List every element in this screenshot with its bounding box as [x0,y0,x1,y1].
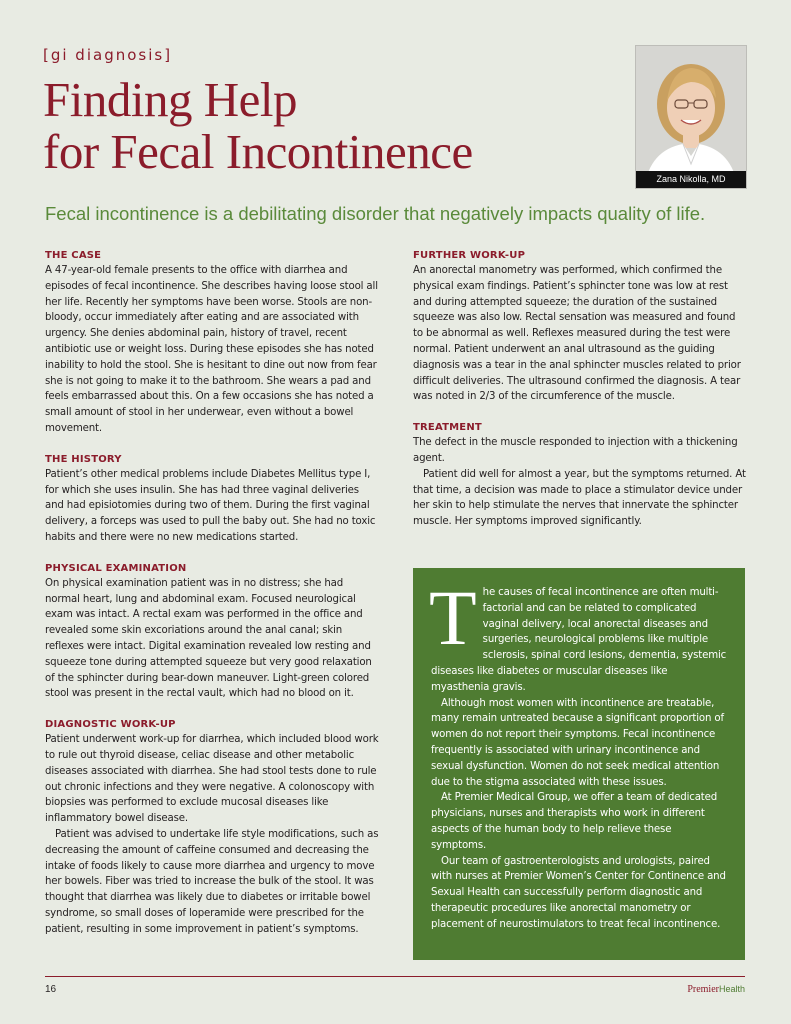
history-text: Patient’s other medical problems include Diabetes Mellitus type I, for which she uses insulin. She has had three vaginal deliveries and had episiotomies during two of them. During the first vaginal delivery, a forceps was used to pull the baby out. She had no toxic habits and there were no new medications started. [45,468,376,543]
brand-logo-part-2: Health [718,984,745,994]
left-column [45,249,380,937]
callout-paragraph-2: Although most women with incontinence are treatable, many remain untreated because a significant proportion of women do not report their symptoms. Fecal incontinence frequently is associated with urinary incontinence and sexual dysfunction. Women do not seek medical attention due to the stigma associated with these issues. [431,697,724,788]
footer-divider [45,976,745,977]
right-column [413,249,748,530]
title-line-1: Finding Help [43,72,297,127]
article-title [43,74,473,178]
section-kicker: [gi diagnosis] [43,46,173,64]
case-heading: THE CASE [45,250,102,261]
page-number: 16 [45,984,57,995]
diagnostic-text-2: Patient was advised to undertake life style modifications, such as decreasing the amount of caffeine consumed and decreasing the intake of foods likely to cause more diarrhea and urgency to move her bowels. Fiber was tried to increase the bulk of the stool. It was thought that diarrhea was likely due to diabetes or irritable bowel syndrome, so small doses of loperamide were prescribed for the patient, resulting in some improvement in patient’s symptoms. [45,828,379,935]
exam-heading: PHYSICAL EXAMINATION [45,562,187,574]
treatment-heading: TREATMENT [413,422,482,434]
further-text: An anorectal manometry was performed, which confirmed the physical exam findings. Patient’s sphincter tone was low at rest and during attempted squeeze; the duration of the sustained squeeze was also low. Rectal sensation was measured and found to be abnormal as well. Reflexes measured during the test were normal. Patient underwent an anal ultrasound as the guiding diagnosis was a tear in the anal sphincter muscles related to prior difficult deliveries. The ultrasound confirmed the diagnosis. A tear was noted in 2/3 of the circumference of the muscle. [413,265,741,403]
treatment-text-1: The defect in the muscle responded to injection with a thickening agent. [413,437,738,464]
title-line-2: for Fecal Incontinence [43,124,473,179]
callout-paragraph-1: he causes of fecal incontinence are often multi-factorial and can be related to complicated vaginal delivery, local anorectal diseases and surgeries, neurological problems like multiple sclerosis, spinal cord lesions, dementia, systemic diseases like diabetes or muscular diseases like myasthenia gravis. [431,587,727,693]
author-caption: Zana Nikolla, MD [636,171,746,188]
author-photo [635,45,747,189]
callout-paragraph-3: At Premier Medical Group, we offer a team of dedicated physicians, nurses and therapists who work in different aspects of the human body to help relieve these symptoms. [431,792,718,851]
history-heading: THE HISTORY [45,453,122,465]
author-portrait-illustration [636,46,746,188]
brand-logo-part-1: Premier [687,984,719,995]
sidebar-callout-box [413,568,745,960]
case-text: A 47-year-old female presents to the office with diarrhea and episodes of fecal incontinence. She describes having loose stool all her life. Recently her symptoms have been worse. Stools are non-bloody, occur immediately after eating and are associated with urgency. She denies abdominal pain, history of travel, recent antibiotic use or weight loss. During these episodes she has noted inability to hold the stool. She is hesitant to dine out now from fear she is not going to make it to the bathroom. She wears a pad and feels embarrassed about this. On a few occasions she has noted a small amount of stool in her underwear, even without a bowel movement. [45,265,378,434]
brand-logo [687,984,745,995]
diagnostic-text-1: Patient underwent work-up for diarrhea, which included blood work to rule out thyroid disease, celiac disease and other metabolic diseases associated with diarrhea. She had stool tests done to rule out chronic infections and they were negative. A colonoscopy with biopsies was performed to exclude mucosal diseases like inflammatory bowel disease. [45,734,379,825]
diagnostic-heading: DIAGNOSTIC WORK-UP [45,719,176,731]
drop-cap: T [429,574,477,661]
exam-text: On physical examination patient was in no distress; she had normal heart, lung and abdominal exam. Focused neurological exam was intact. A rectal exam was performed in the office and revealed some skin excoriations around the anal canal; skin reflexes were intact. Digital examination revealed low resting and squeeze tone during attempted squeeze but very good relaxation of the sphincter during bear-down maneuver. Light-green colored stool was present in the rectal vault, which had no blood on it. [45,577,372,700]
callout-paragraph-4: Our team of gastroenterologists and urologists, paired with nurses at Premier Women’s Center for Continence and Sexual Health can successfully perform diagnostic and therapeutic procedures like anorectal manometry or placement of neurostimulators to treat fecal incontinence. [431,855,726,930]
article-subtitle: Fecal incontinence is a debilitating disorder that negatively impacts quality of life. [45,203,706,224]
treatment-text-2: Patient did well for almost a year, but the symptoms returned. At that time, a decision was made to place a stimulator device under her skin to help stimulate the nerves that innervate the sphincter muscle. Her symptoms improved significantly. [413,468,746,528]
further-heading: FURTHER WORK-UP [413,250,526,261]
